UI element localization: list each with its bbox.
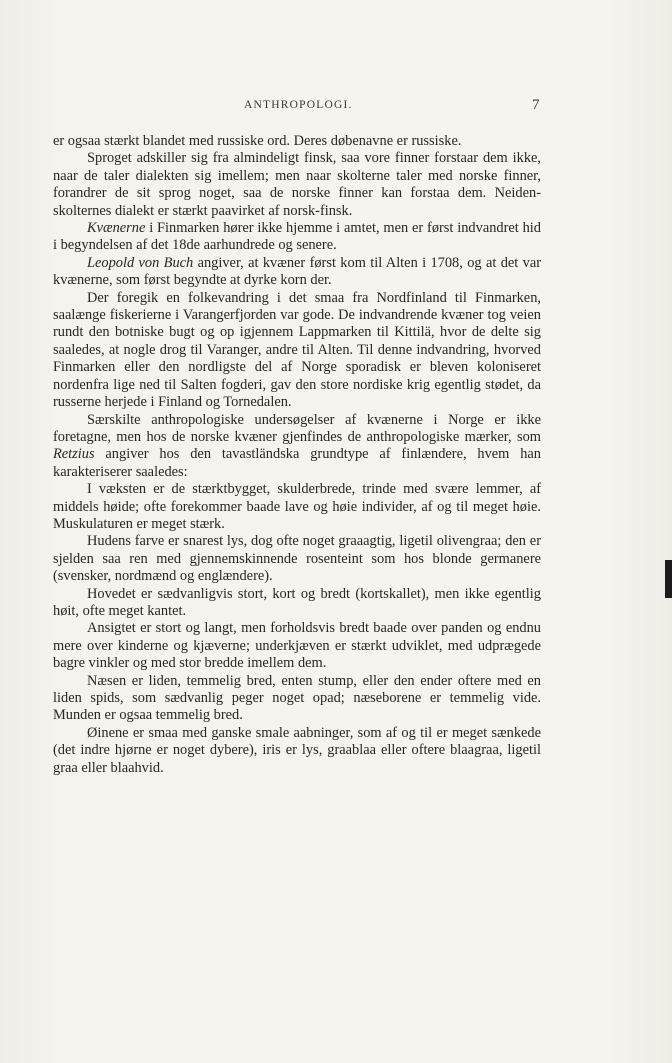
paragraph-stature: I væksten er de stærktbygget, skulderbrede, trinde med svære lemmer, af middels høide; ofte forekommer baade lave og høie individer, af og til meget høie. Muskulaturen er meget stærk. <box>53 481 541 532</box>
paragraph-kvaener: Kvænerne i Finmarken hører ikke hjemme i amtet, men er først indvandret hid i begyndelsen af det 18de aarhundrede og senere. <box>53 220 541 254</box>
body-text <box>53 133 541 777</box>
paragraph-eyes: Øinene er smaa med ganske smale aabninger, som af og til er meget sænkede (det indre hjørne er noget dybere), iris er lys, graablaa eller oftere blaagraa, ligetil graa eller blaahvid. <box>53 724 541 776</box>
scan-edge-mark <box>665 560 672 598</box>
paragraph-migration: Der foregik en folkevandring i det smaa fra Nordfinland til Finmarken, saalænge fiskerierne i Varangerfjorden var gode. De indvandrende kvæner tog veien rundt den botniske bugt og op igjennem Lappmarken til Kittilä, hvor de delte sig saaledes, at nogle drog til Varanger, andre til Alten. Til denne indvandring, hvorved Finmarken eller den nordligste del af Norge sporadisk er bleven koloniseret nordenfra lige ned til Salten fogderi, gav den store nordiske krig egentlig stødet, da russerne herjede i Finland og Tornedalen. <box>53 289 541 411</box>
paragraph-nose: Næsen er liden, temmelig bred, enten stump, eller den ender oftere med en liden spids, som sædvanlig peger noget opad; næseborene er temmelig vide. Munden er ogsaa temmelig bred. <box>53 672 541 724</box>
running-head: ANTHROPOLOGI. <box>244 99 353 111</box>
paragraph-skin: Hudens farve er snarest lys, dog ofte noget graaagtig, ligetil olivengraa; den er sjelden saa ren med gjennemskinnende rosenteint som hos blonde germanere (svensker, nordmænd og englændere). <box>53 533 541 585</box>
paragraph-von-buch: Leopold von Buch angiver, at kvæner først kom til Alten i 1708, og at det var kvænerne, som først begyndte at dyrke korn der. <box>53 254 541 289</box>
page-number: 7 <box>532 97 540 113</box>
paragraph-continuation: er ogsaa stærkt blandet med russiske ord. Deres døbenavne er russiske. <box>53 133 462 149</box>
paragraph-retzius: Særskilte anthropologiske undersøgelser af kvænerne i Norge er ikke foretagne, men hos de norske kvæner gjenfindes de anthropologiske mærker, som Retzius angiver hos den tavastländska grundtype af finlændere, hvem han karakteriserer saaledes: <box>53 411 541 480</box>
page-header <box>0 99 672 119</box>
paragraph-face: Ansigtet er stort og langt, men forholdsvis bredt baade over panden og endnu mere over kinderne og kjæverne; underkjæven er stærkt udviklet, med udprægede bagre vinkler og med stor bredde imellem dem. <box>53 620 541 672</box>
paragraph-language: Sproget adskiller sig fra almindeligt finsk, saa vore finner forstaar dem ikke, naar de taler dialekten sig imellem; men naar skolterne taler med norske finner, forandrer de sit sprog noget, saa de norske finner kan forstaa dem. Neiden-skolternes dialekt er stærkt paavirket af norsk-finsk. <box>53 150 541 219</box>
paragraph-head: Hovedet er sædvanligvis stort, kort og bredt (kortskallet), men ikke egentlig høit, ofte meget kantet. <box>53 585 541 619</box>
